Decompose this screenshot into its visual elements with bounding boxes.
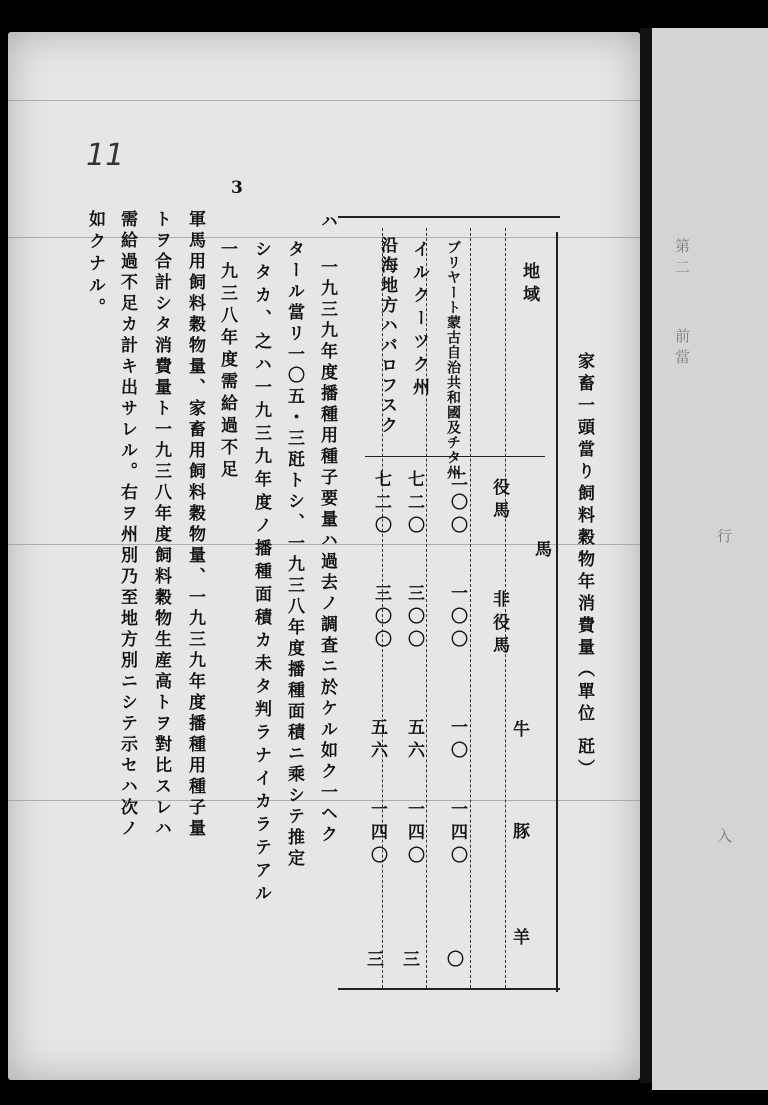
adjacent-fragment: 入 [715, 828, 733, 849]
row-value: 三 [363, 950, 383, 973]
text-column: 需給過不足カ計キ出サレル。右ヲ州別乃至地方別ニシテ示セハ次ノ [117, 210, 137, 840]
row-value: 七二〇 [371, 470, 391, 539]
row-value: 七二〇 [404, 470, 424, 539]
row-value: 一四〇 [447, 800, 467, 869]
adjacent-fragment: 第二 [673, 238, 691, 280]
table-divider [470, 228, 471, 988]
scan-line [8, 100, 640, 101]
row-value: 二〇〇 [447, 470, 467, 539]
cattle-header: 牛 [509, 720, 529, 743]
text-column: シタカ、之ハ一九三九年度ノ播種面積カ未タ判ラナイカラテアル [251, 240, 271, 907]
table-title: 家畜一頭當り飼料穀物年消費量（單位 瓩） [574, 352, 594, 781]
text-column: 一九三九年度播種用種子要量ハ過去ノ調査ニ於ケル如ク一ヘク [317, 258, 337, 846]
table-bottom-border [338, 988, 560, 990]
text-column: トヲ合計シタ消費量ト一九三八年度飼料穀物生産高トヲ對比スレハ [151, 210, 171, 840]
text-column: タール當リ一〇五・三瓩トシ、一九三八年度播種面積ニ乘シテ推定 [284, 240, 304, 870]
table-top-border [338, 216, 560, 218]
nonworking-horse-header: 非役馬 [489, 590, 509, 659]
row-value: 一〇 [447, 718, 467, 764]
row-region: 沿海地方ハバロフスク [377, 236, 397, 436]
handwritten-mark: 11 [86, 138, 125, 173]
row-value: 三 [399, 950, 419, 973]
pig-header: 豚 [509, 822, 529, 845]
text-column: 一九三八年度需給過不足 [217, 240, 237, 482]
section-marker: ハ [317, 212, 337, 234]
row-value: 一四〇 [367, 800, 387, 869]
book-spine [640, 28, 652, 1083]
table-right-border [556, 232, 558, 992]
row-value: 五六 [367, 718, 387, 764]
row-value: 〇 [443, 950, 463, 973]
text-column: 如クナル。 [85, 210, 105, 320]
adjacent-page [652, 28, 768, 1090]
row-value: 一〇〇 [447, 584, 467, 653]
row-region: ブリヤート蒙古自治共和國及チタ州 [445, 240, 461, 480]
adjacent-fragment: 前當 [673, 328, 691, 370]
row-region: イルクーツク州 [409, 240, 429, 401]
row-value: 五六 [404, 718, 424, 764]
sheep-header: 羊 [509, 928, 529, 951]
row-value: 三〇〇 [371, 584, 391, 653]
horse-header: 馬 [531, 540, 551, 563]
text-column: 軍馬用飼料穀物量、家畜用飼料穀物量、一九三九年度播種用種子量 [185, 210, 205, 840]
row-value: 一四〇 [404, 800, 424, 869]
adjacent-fragment: 行 [715, 528, 733, 549]
page-number: 3 [231, 178, 243, 198]
working-horse-header: 役馬 [489, 478, 509, 524]
row-value: 三〇〇 [404, 584, 424, 653]
region-header: 地域 [519, 262, 539, 308]
